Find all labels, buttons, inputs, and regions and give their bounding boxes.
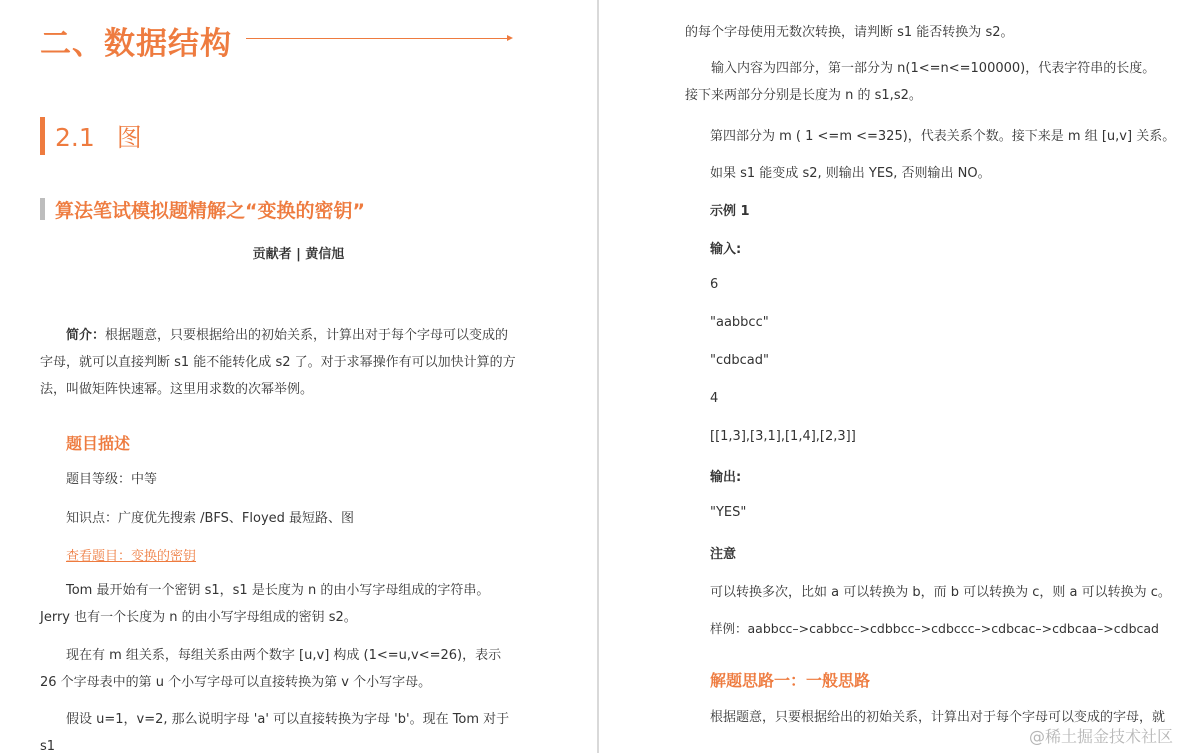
note-text: 可以转换多次，比如 a 可以转换为 b，而 b 可以转换为 c，则 a 可以转换为 c。	[710, 585, 1171, 600]
intro-paragraph	[40, 322, 518, 403]
input-description: 输入内容为四部分，第一部分为 n(1<=n<=100000)，代表字符串的长度。接下来两部分分别是长度为 n 的 s1,s2。	[685, 61, 1156, 103]
input-line: 6	[710, 277, 719, 292]
author-line: 贡献者 | 黄信旭	[252, 247, 345, 262]
subsection-title: 算法笔试模拟题精解之“变换的密钥”	[55, 200, 365, 222]
problem-heading: 题目描述	[66, 434, 131, 453]
section-name: 图	[116, 123, 142, 152]
output-rule: 如果 s1 能变成 s2, 则输出 YES, 否则输出 NO。	[710, 166, 991, 181]
input-line: 4	[710, 391, 719, 406]
right-page	[599, 0, 1197, 753]
chapter-rule	[246, 38, 510, 39]
para-relations: 现在有 m 组关系，每组关系由两个数字 [u,v] 构成 (1<=u,v<=26)，表示 26 个字母表中的第 u 个小写字母可以直接转换为第 v 个小写字母。	[40, 648, 502, 690]
input-line: "aabbcc"	[710, 315, 769, 330]
continued-text: 的每个字母使用无数次转换，请判断 s1 能否转换为 s2。	[685, 25, 1014, 40]
output-label: 输出:	[710, 470, 742, 485]
output-value: "YES"	[710, 505, 747, 520]
section-accent-bar	[40, 117, 45, 155]
solution-text: 根据题意，只要根据给出的初始关系，计算出对于每个字母可以变成的字母，就	[710, 710, 1166, 725]
solution-heading: 解题思路一：一般思路	[710, 671, 871, 690]
intro-label: 简介：	[66, 328, 106, 343]
fourth-part: 第四部分为 m ( 1 <=m <=325)，代表关系个数。接下来是 m 组 [u,v] 关系。	[710, 129, 1176, 144]
left-page	[0, 0, 597, 753]
note-label: 注意	[710, 547, 737, 562]
input-line: "cdbcad"	[710, 353, 769, 368]
chapter-title: 二、数据结构	[40, 26, 232, 62]
watermark: @稀土掘金技术社区	[1028, 727, 1173, 746]
knowledge-points: 知识点：广度优先搜索 /BFS、Floyed 最短路、图	[66, 511, 355, 526]
intro-text: 根据题意，只要根据给出的初始关系，计算出对于每个字母可以变成的字母，就可以直接判断 s1 能不能转化成 s2 了。对于求幂操作有可以加快计算的方法，叫做矩阵快速幂。这里用求数的次幂举例。	[40, 328, 516, 397]
input-label: 输入:	[710, 242, 742, 257]
subsection-accent-bar	[40, 198, 45, 220]
chapter-arrow-icon	[507, 35, 513, 41]
section-number: 2.1	[55, 123, 95, 152]
para-tom: Tom 最开始有一个密钥 s1，s1 是长度为 n 的由小写字母组成的字符串。Jerry 也有一个长度为 n 的由小写字母组成的密钥 s2。	[40, 583, 490, 625]
difficulty-level: 题目等级：中等	[66, 472, 158, 487]
example-label: 示例 1	[710, 204, 750, 219]
section-title	[55, 118, 142, 154]
para-assume: 假设 u=1，v=2, 那么说明字母 'a' 可以直接转换为字母 'b'。现在 Tom 对于 s1	[40, 712, 510, 753]
input-line: [[1,3],[3,1],[1,4],[2,3]]	[710, 429, 856, 444]
sample-sequence: 样例：aabbcc–>cabbcc–>cdbbcc–>cdbccc–>cdbcac–>cdbcaa–>cdbcad	[710, 621, 1159, 636]
problem-link[interactable]: 查看题目：变换的密钥	[66, 549, 197, 564]
